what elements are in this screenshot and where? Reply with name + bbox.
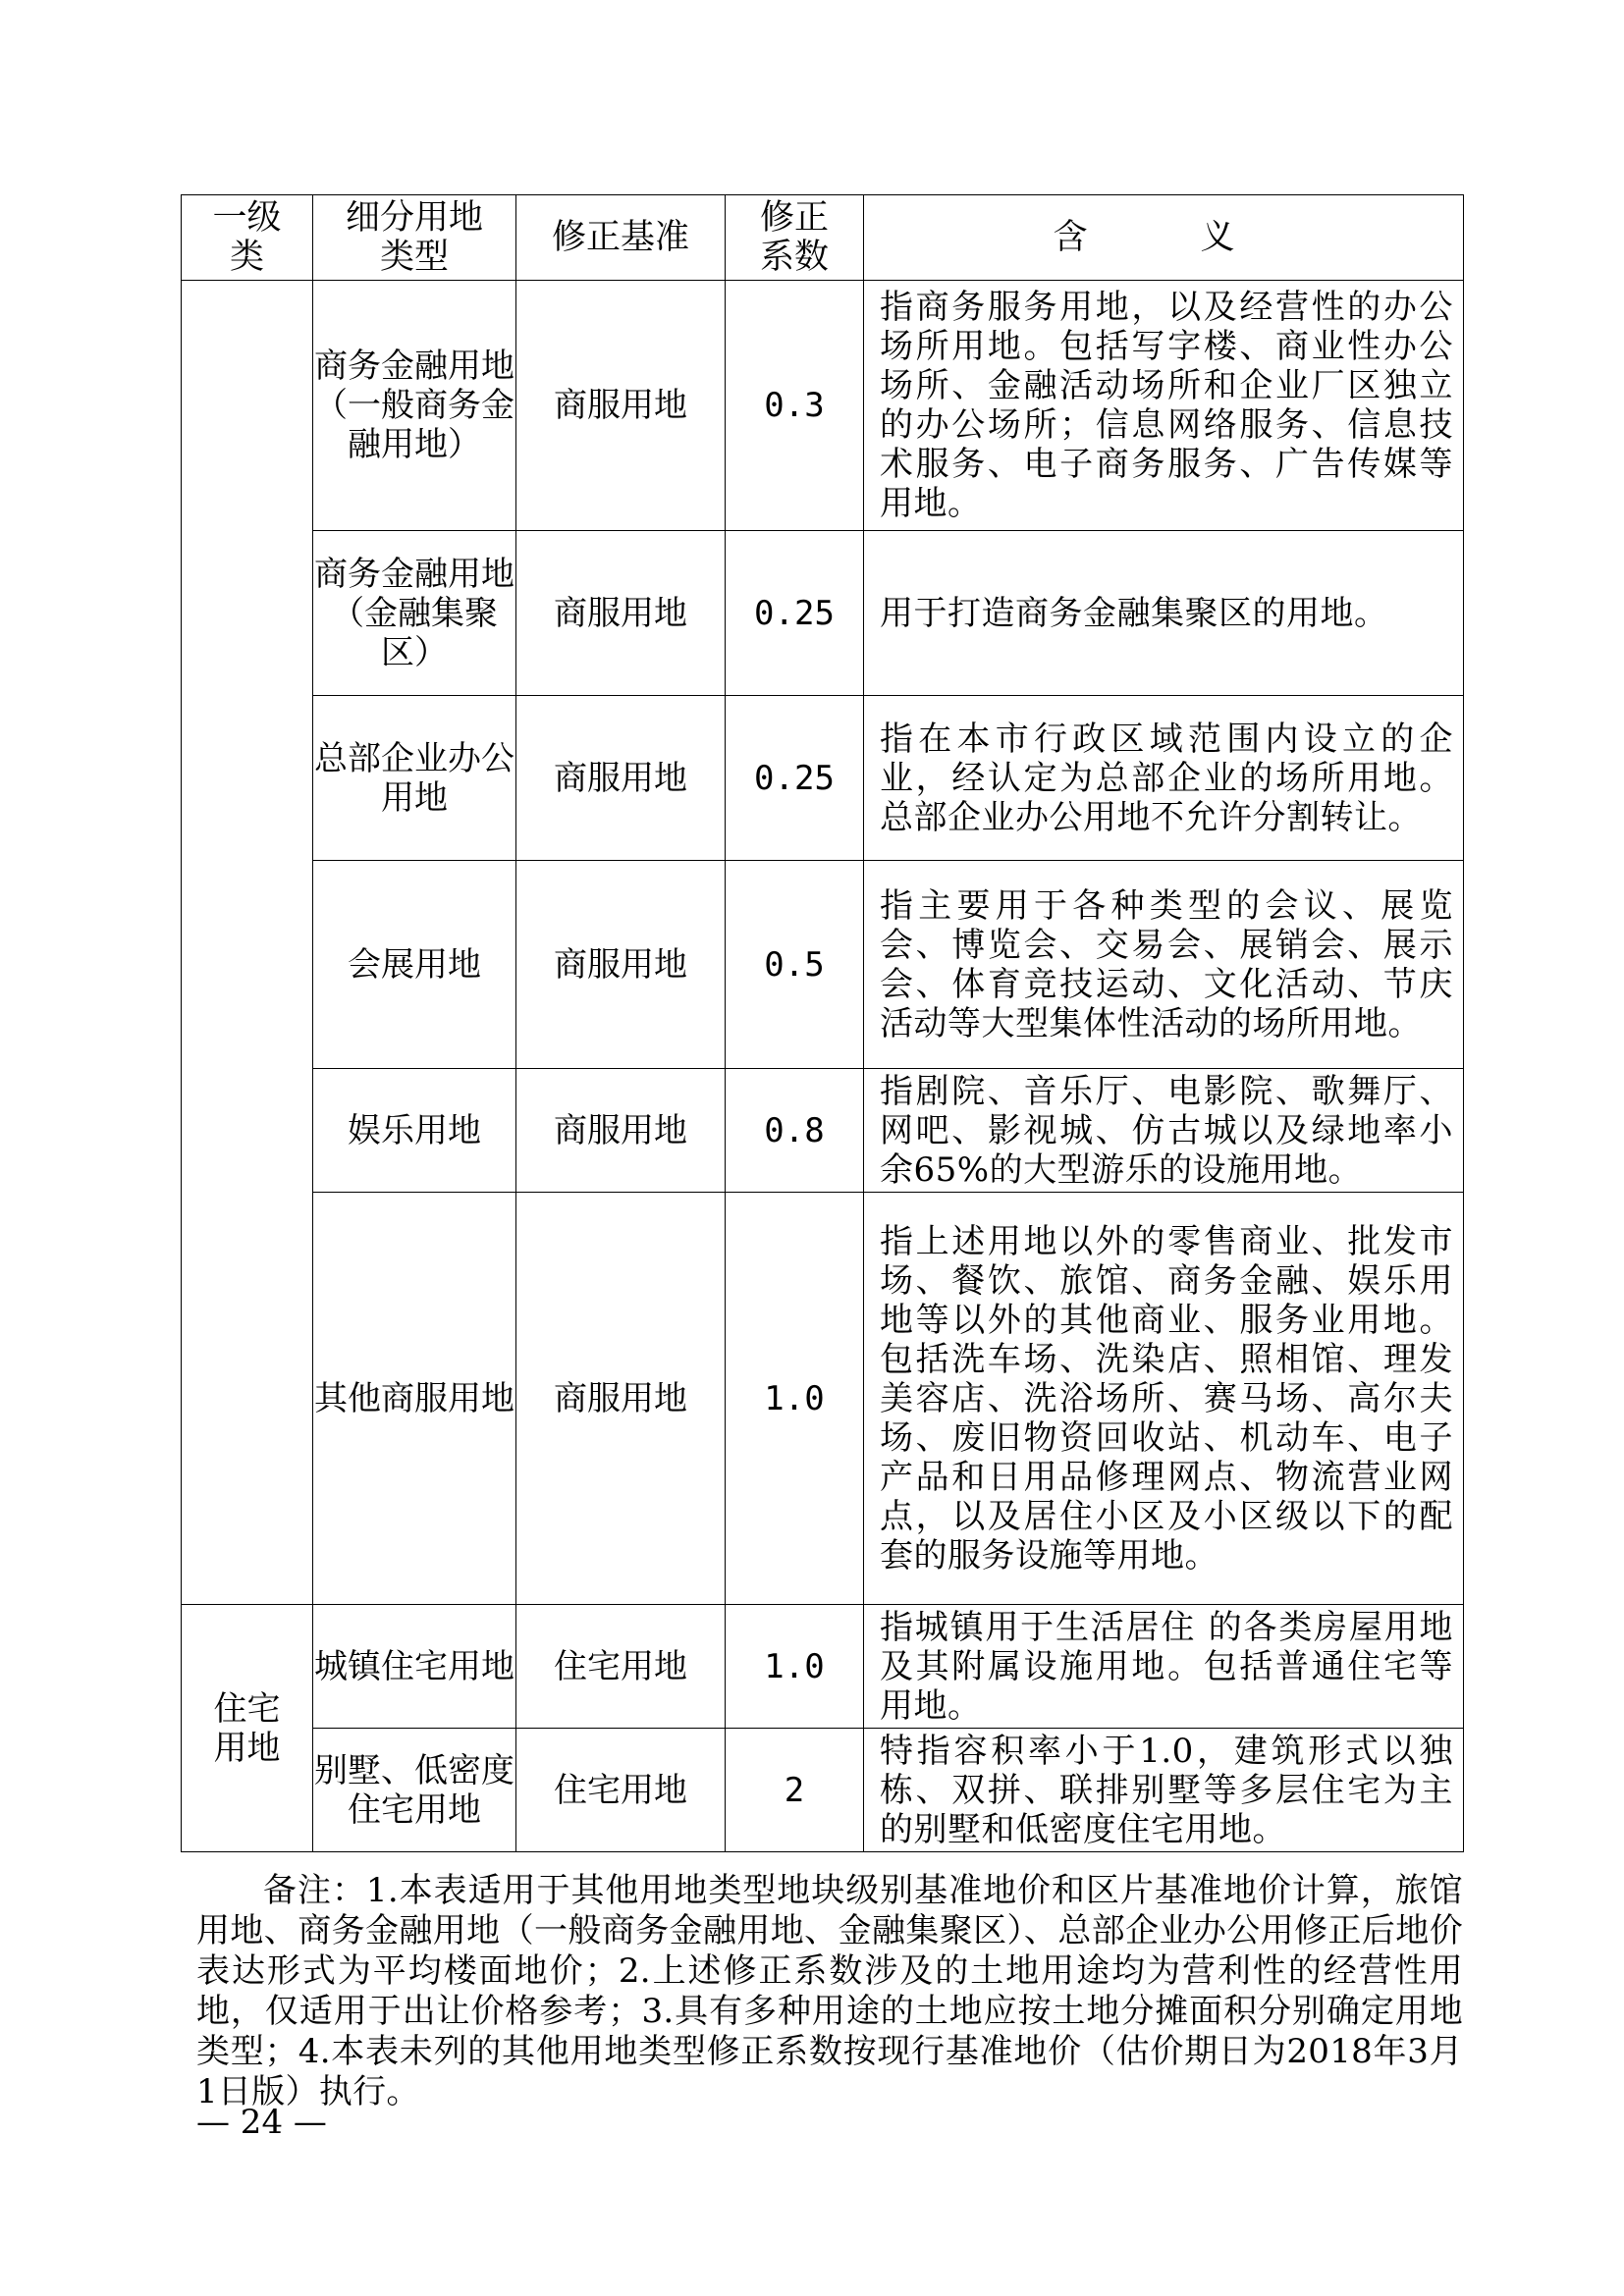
row-basis: 商服用地 — [516, 696, 726, 861]
row-description: 指城镇用于生活居住 的各类房屋用地及其附属设施用地。包括普通住宅等用地。 — [864, 1605, 1464, 1729]
row-basis: 商服用地 — [516, 531, 726, 696]
row-basis: 商服用地 — [516, 281, 726, 531]
row-subtype: 总部企业办公用地 — [313, 696, 516, 861]
row-basis: 住宅用地 — [516, 1605, 726, 1729]
primary-category-residential: 住宅用地 — [182, 1605, 313, 1852]
row-coefficient: 1.0 — [726, 1605, 864, 1729]
row-description: 指在本市行政区域范围内设立的企业，经认定为总部企业的场所用地。总部企业办公用地不允许分割转让。 — [864, 696, 1464, 861]
row-coefficient: 0.8 — [726, 1069, 864, 1193]
table-row — [182, 1605, 1464, 1729]
row-subtype: 会展用地 — [313, 861, 516, 1069]
table-row — [182, 1729, 1464, 1852]
table-row — [182, 696, 1464, 861]
row-basis: 商服用地 — [516, 1069, 726, 1193]
table-row — [182, 861, 1464, 1069]
row-basis: 商服用地 — [516, 1193, 726, 1605]
row-description: 特指容积率小于1.0，建筑形式以独栋、双拼、联排别墅等多层住宅为主的别墅和低密度住宅用地。 — [864, 1729, 1464, 1852]
row-description: 指商务服务用地，以及经营性的办公场所用地。包括写字楼、商业性办公场所、金融活动场所和企业厂区独立的办公场所；信息网络服务、信息技术服务、电子商务服务、广告传媒等用地。 — [864, 281, 1464, 531]
row-basis: 商服用地 — [516, 861, 726, 1069]
primary-category-commercial — [182, 281, 313, 1605]
row-coefficient: 0.25 — [726, 531, 864, 696]
table-row — [182, 1069, 1464, 1193]
header-meaning: 含 义 — [864, 195, 1464, 281]
row-coefficient: 0.5 — [726, 861, 864, 1069]
row-subtype: 其他商服用地 — [313, 1193, 516, 1605]
row-subtype: 城镇住宅用地 — [313, 1605, 516, 1729]
header-subtype: 细分用地类型 — [313, 195, 516, 281]
table-row — [182, 1193, 1464, 1605]
row-subtype: 娱乐用地 — [313, 1069, 516, 1193]
row-basis: 住宅用地 — [516, 1729, 726, 1852]
row-coefficient: 0.3 — [726, 281, 864, 531]
row-description: 指剧院、音乐厅、电影院、歌舞厅、网吧、影视城、仿古城以及绿地率小余65%的大型游乐的设施用地。 — [864, 1069, 1464, 1193]
row-description: 指上述用地以外的零售商业、批发市场、餐饮、旅馆、商务金融、娱乐用地等以外的其他商业、服务业用地。包括洗车场、洗染店、照相馆、理发美容店、洗浴场所、赛马场、高尔夫场、废旧物资回收站、机动车、电子产品和日用品修理网点、物流营业网点，以及居住小区及小区级以下的配套的服务设施等用地。 — [864, 1193, 1464, 1605]
header-correction-basis: 修正基准 — [516, 195, 726, 281]
row-coefficient: 0.25 — [726, 696, 864, 861]
header-correction-coefficient: 修正系数 — [726, 195, 864, 281]
row-coefficient: 2 — [726, 1729, 864, 1852]
row-subtype: 商务金融用地（一般商务金融用地） — [313, 281, 516, 531]
page-number: — 24 — — [196, 2103, 327, 2142]
land-use-correction-table — [181, 194, 1464, 1852]
row-coefficient: 1.0 — [726, 1193, 864, 1605]
header-primary-category: 一级类 — [182, 195, 313, 281]
table-header-row — [182, 195, 1464, 281]
row-subtype: 别墅、低密度住宅用地 — [313, 1729, 516, 1852]
row-description: 指主要用于各种类型的会议、展览会、博览会、交易会、展销会、展示会、体育竞技运动、文化活动、节庆活动等大型集体性活动的场所用地。 — [864, 861, 1464, 1069]
table-row — [182, 531, 1464, 696]
table-row — [182, 281, 1464, 531]
row-subtype: 商务金融用地（金融集聚区） — [313, 531, 516, 696]
row-description: 用于打造商务金融集聚区的用地。 — [864, 531, 1464, 696]
table-footnote: 备注：1.本表适用于其他用地类型地块级别基准地价和区片基准地价计算，旅馆用地、商务金融用地（一般商务金融用地、金融集聚区）、总部企业办公用修正后地价表达形式为平均楼面地价；2.上述修正系数涉及的土地用途均为营利性的经营性用地，仅适用于出让价格参考；3.具有多种用途的土地应按土地分摊面积分别确定用地类型；4.本表未列的其他用地类型修正系数按现行基准地价（估价期日为2018年3月1日版）执行。 — [196, 1871, 1463, 2111]
